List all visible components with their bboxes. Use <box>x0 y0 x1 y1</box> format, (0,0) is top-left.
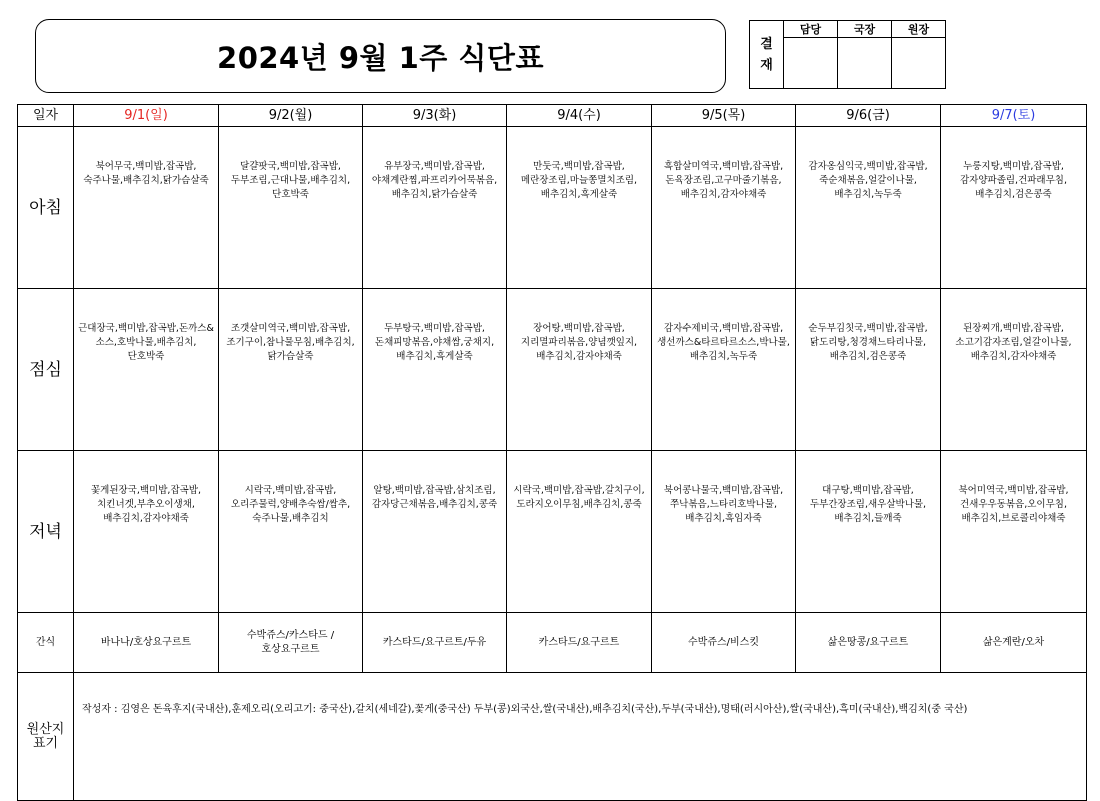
origin-row <box>18 673 1087 801</box>
snack-cell: 삶은땅콩/요구르트 <box>796 613 941 673</box>
lunch-cell: 장어탕,백미밥,잡곡밥,지리멸파리볶음,양념깻잎지,배추김치,감자야채죽 <box>507 289 652 451</box>
header-row <box>18 105 1087 127</box>
dinner-row <box>18 451 1087 613</box>
page-title: 2024년 9월 1주 식단표 <box>217 40 544 75</box>
lunch-cell: 두부탕국,백미밥,잡곡밥,돈채피망볶음,야채쌈,궁채지,배추김치,흑게살죽 <box>363 289 507 451</box>
title-box <box>35 19 726 93</box>
breakfast-cell: 감자옹심익국,백미밥,잡곡밥,죽순채볶음,얼갈이나물,배추김치,녹두죽 <box>796 127 941 289</box>
approval-table <box>749 20 946 89</box>
origin-label: 원산지 표기 <box>18 673 74 801</box>
day-header-wed: 9/4(수) <box>507 105 652 127</box>
approval-role-director: 국장 <box>838 21 892 38</box>
breakfast-row <box>18 127 1087 289</box>
lunch-cell: 순두부김칫국,백미밥,잡곡밥,닭도리탕,청경채느타리나물,배추김치,검은콩죽 <box>796 289 941 451</box>
lunch-cell: 감자수제비국,백미밥,잡곡밥,생선까스&타르타르소스,박나물,배추김치,녹두죽 <box>652 289 796 451</box>
approval-role-head: 원장 <box>892 21 946 38</box>
breakfast-cell: 만둣국,백미밥,잡곡밥,메란장조림,마늘쫑멸치조림,배추김치,흑게살죽 <box>507 127 652 289</box>
dinner-label: 저녁 <box>18 451 74 613</box>
lunch-label: 점심 <box>18 289 74 451</box>
approval-role-staff: 담당 <box>784 21 838 38</box>
origin-text: 작성자 : 김영은 돈육후지(국내산),훈제오리(오리고기: 중국산),갈치(세네갈),꽃게(중국산) 두부(콩)외국산,쌀(국내산),배추김치(국산),두부(국내산),명태(러시아산),쌀(국내산),흑미(국내산),백김치(중 국산) <box>74 673 1087 801</box>
snack-cell: 수박쥬스/카스타드 /호상요구르트 <box>219 613 363 673</box>
breakfast-cell: 유부장국,백미밥,잡곡밥,야채계란찜,파프리카어묵볶음,배추김치,닭가슴살죽 <box>363 127 507 289</box>
dinner-cell: 시락국,백미밥,잡곡밥,갈치구이,도라지오이무침,배추김치,콩죽 <box>507 451 652 613</box>
snack-cell: 바나나/호상요구르트 <box>74 613 219 673</box>
signature-box-director[interactable] <box>838 38 892 89</box>
snack-cell: 삶은계란/오차 <box>941 613 1087 673</box>
breakfast-cell: 달걀팟국,백미밥,잡곡밥,두부조림,근대나물,배추김치,단호박죽 <box>219 127 363 289</box>
approval-label-bottom: 재 <box>760 57 773 73</box>
breakfast-label: 아침 <box>18 127 74 289</box>
day-header-thu: 9/5(목) <box>652 105 796 127</box>
dinner-cell: 북어콩나물국,백미밥,잡곡밥,쭈낙볶음,느타리호박나물,배추김치,흑임자죽 <box>652 451 796 613</box>
lunch-cell: 근대장국,백미밥,잡곡밥,돈까스&소스,호박나물,배추김치,단호박죽 <box>74 289 219 451</box>
dinner-cell: 시락국,백미밥,잡곡밥,오리주물럭,양배추숙쌈/쌈추,숙주나물,배추김치 <box>219 451 363 613</box>
dinner-cell: 대구탕,백미밥,잡곡밥,두부간장조림,새우살박나물,배추김치,들깨죽 <box>796 451 941 613</box>
snack-label: 간식 <box>18 613 74 673</box>
day-header-tue: 9/3(화) <box>363 105 507 127</box>
snack-cell: 카스타드/요구르트/두유 <box>363 613 507 673</box>
snack-row <box>18 613 1087 673</box>
snack-cell: 수박쥬스/비스킷 <box>652 613 796 673</box>
breakfast-cell: 북어무국,백미밥,잡곡밥,숙주나물,배추김치,닭가슴살죽 <box>74 127 219 289</box>
day-header-sat: 9/7(토) <box>941 105 1087 127</box>
snack-cell: 카스타드/요구르트 <box>507 613 652 673</box>
signature-box-head[interactable] <box>892 38 946 89</box>
lunch-cell: 조갯살미역국,백미밥,잡곡밥,조기구이,참나물무침,배추김치,닭가슴살죽 <box>219 289 363 451</box>
lunch-row <box>18 289 1087 451</box>
dinner-cell: 꽃게된장국,백미밥,잡곡밥,치킨너겟,부추오이생채,배추김치,감자야채죽 <box>74 451 219 613</box>
signature-box-staff[interactable] <box>784 38 838 89</box>
date-header-label: 일자 <box>18 105 74 127</box>
approval-label-top: 결 <box>760 36 773 52</box>
breakfast-cell: 흑합살미역국,백미밥,잡곡밥,돈육장조림,고구마줄기볶음,배추김치,감자야채죽 <box>652 127 796 289</box>
lunch-cell: 된장찌개,백미밥,잡곡밥,소고기감자조림,얼갈이나물,배추김치,감자야채죽 <box>941 289 1087 451</box>
dinner-cell: 알탕,백미밥,잡곡밥,삼치조림,감자당근채볶음,배추김치,콩죽 <box>363 451 507 613</box>
approval-label <box>750 21 784 89</box>
day-header-mon: 9/2(월) <box>219 105 363 127</box>
menu-table <box>17 104 1087 801</box>
day-header-fri: 9/6(금) <box>796 105 941 127</box>
breakfast-cell: 누룽지탕,백미밥,잡곡밥,감자양파졸림,건파래무침,배추김치,검은콩죽 <box>941 127 1087 289</box>
day-header-sun: 9/1(일) <box>74 105 219 127</box>
dinner-cell: 북어미역국,백미밥,잡곡밥,건새우우동볶음,오이무침,배추김치,브로콜리야채죽 <box>941 451 1087 613</box>
